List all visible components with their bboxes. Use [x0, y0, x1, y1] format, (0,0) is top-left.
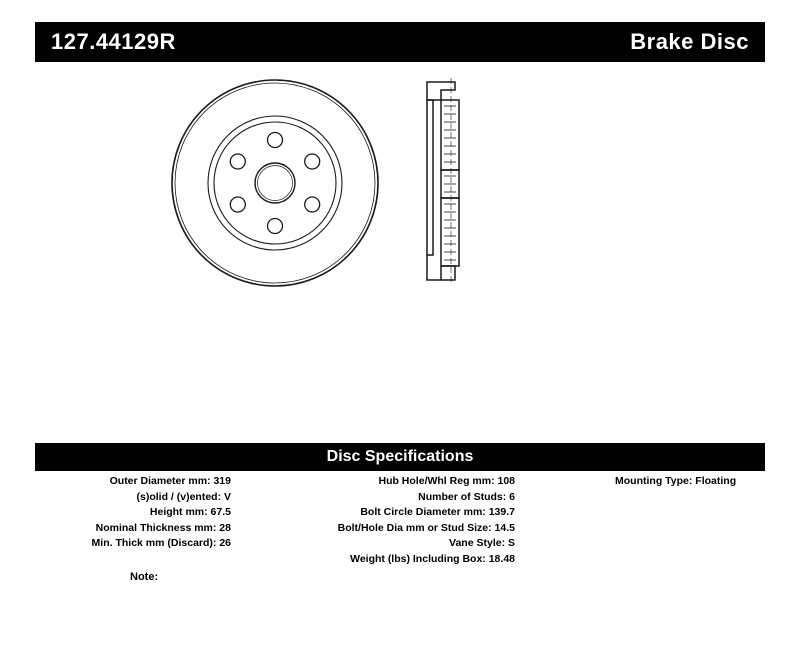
spec-item: Nominal Thickness mm: 28 — [95, 521, 231, 534]
rotor-center-bore-inner — [258, 166, 293, 201]
rotor-stud-holes — [230, 133, 319, 234]
spec-item: Min. Thick mm (Discard): 26 — [91, 537, 231, 549]
rotor-outer-edge — [172, 80, 378, 286]
header-bar — [35, 22, 765, 62]
product-type-label: Brake Disc — [630, 29, 749, 54]
spec-item: Weight (lbs) Including Box: 18.48 — [350, 552, 515, 565]
spec-item: Bolt Circle Diameter mm: 139.7 — [360, 506, 515, 518]
rotor-friction-ring-inner — [208, 116, 342, 250]
note-label: Note: — [130, 571, 159, 583]
rotor-section-view — [427, 78, 459, 284]
spec-item: Bolt/Hole Dia mm or Stud Size: 14.5 — [337, 521, 515, 534]
spec-item: Vane Style: S — [449, 537, 515, 549]
specs-body — [35, 474, 765, 584]
rotor-hat-outer — [214, 122, 336, 244]
technical-drawing — [35, 70, 765, 430]
spec-item: Height mm: 67.5 — [149, 506, 231, 518]
spec-item: Mounting Type: Floating — [615, 475, 737, 487]
spec-item: Hub Hole/Whl Reg mm: 108 — [378, 475, 515, 487]
specs-column-right — [545, 474, 765, 490]
rotor-drawing-svg — [35, 70, 765, 430]
rotor-outer-edge-inner — [175, 83, 375, 283]
specs-title: Disc Specifications — [326, 448, 474, 465]
spec-item: Number of Studs: 6 — [418, 490, 515, 503]
specs-title-bar — [35, 443, 765, 471]
rotor-center-bore — [255, 163, 295, 203]
specs-column-left — [35, 474, 231, 552]
spec-item: (s)olid / (v)ented: V — [136, 490, 231, 503]
part-number: 127.44129R — [51, 29, 176, 54]
specs-column-middle — [245, 474, 515, 567]
spec-item: Outer Diameter mm: 319 — [109, 475, 231, 487]
